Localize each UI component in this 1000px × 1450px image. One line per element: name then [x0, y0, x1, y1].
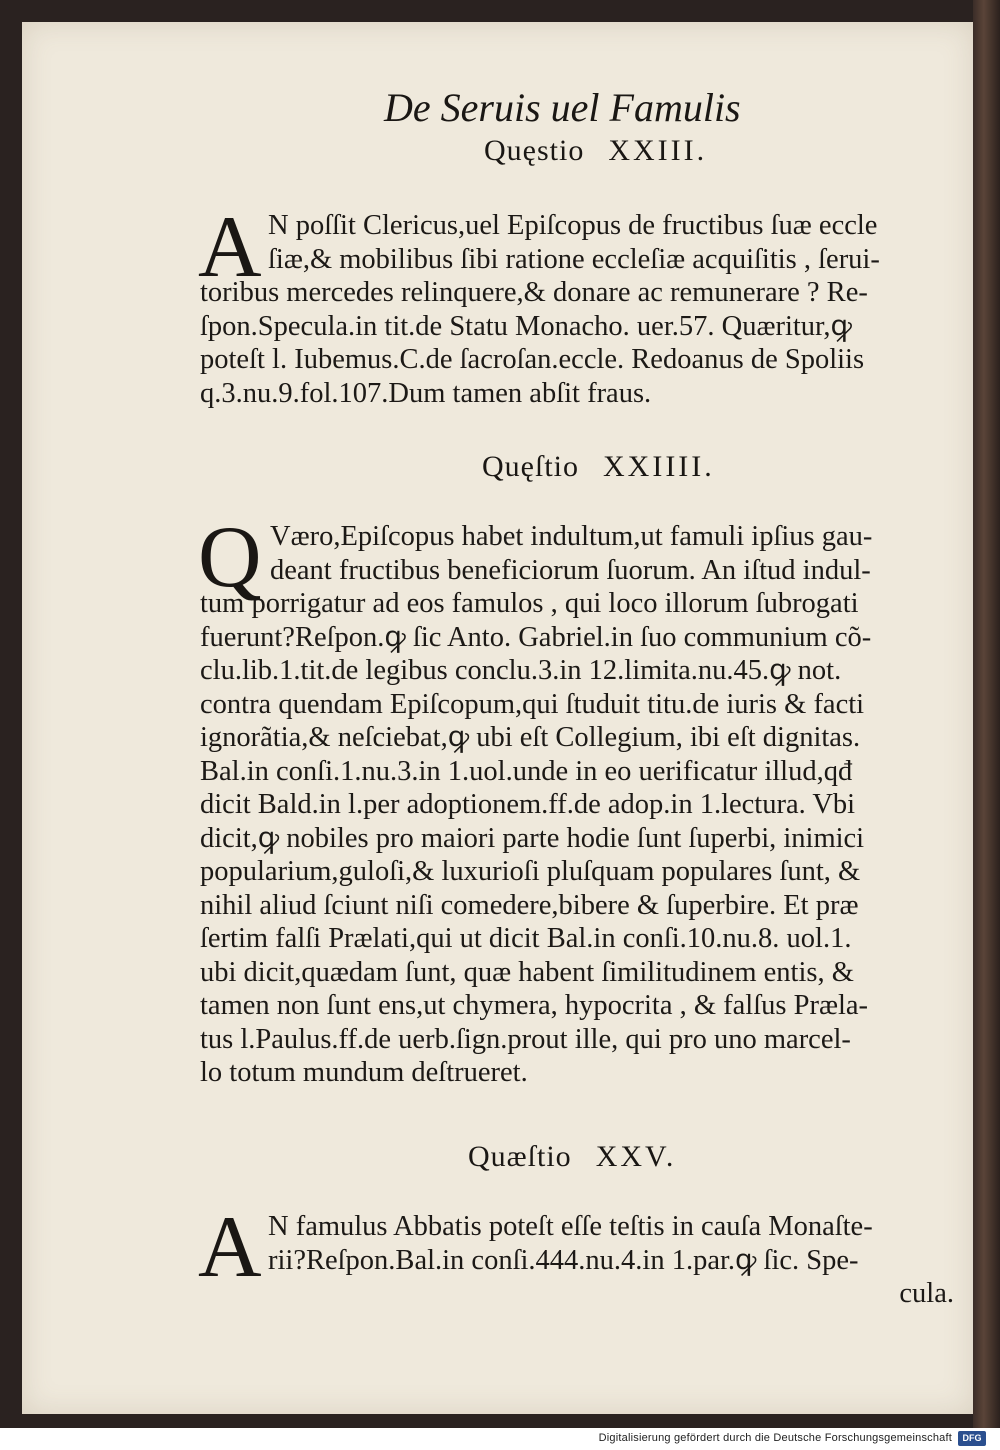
text-line: nihil aliud ſciunt niſi comedere,bibere & ſuperbire. Et præ — [200, 889, 859, 921]
text-line: ſertim falſi Prælati,qui ut dicit Bal.in conſi.10.nu.8. uol.1. — [200, 923, 852, 954]
text-line: tus l.Paulus.ff.de uerb.ſign.prout ille, qui pro uno marcel- — [200, 1023, 851, 1055]
question-number: XXIIII. — [603, 450, 715, 483]
dfg-logo: DFG — [958, 1431, 986, 1446]
text-line: ſpon.Specula.in tit.de Statu Monacho. uer.57. Quæritur,ꝙ — [200, 310, 852, 342]
text-line: lo totum mundum deſtrueret. — [200, 1057, 528, 1088]
question-heading-23 — [484, 134, 707, 168]
text-line: fuerunt?Reſpon.ꝙ ſic Anto. Gabriel.in ſuo communium cõ- — [200, 621, 872, 653]
text-line: poteſt l. Iubemus.C.de ſacroſan.eccle. Redoanus de Spoliis — [200, 344, 865, 375]
text-line: dicit,ꝙ nobiles pro maiori parte hodie ſunt ſuperbi, inimici — [200, 822, 865, 854]
question-25-text — [268, 1210, 954, 1311]
text-line: ignorãtia,& neſciebat,ꝙ ubi eſt Collegium, ibi eſt dignitas. — [200, 722, 861, 753]
question-23-text — [268, 209, 954, 276]
text-line: Væro,Epiſcopus habet indultum,ut famuli ipſius gau- — [270, 521, 873, 552]
text-line: ſiæ,& mobilibus ſibi ratione eccleſiæ acquiſitis , ſerui- — [268, 243, 880, 275]
question-number: XXV. — [595, 1140, 677, 1173]
running-head: De Seruis uel Famulis — [384, 85, 741, 130]
text-line-catchword: cula. — [899, 1278, 954, 1309]
funding-credit: Digitalisierung gefördert durch die Deutsche Forschungsgemeinschaft — [598, 1432, 952, 1444]
question-heading-25 — [468, 1140, 676, 1174]
question-number: XXIII. — [608, 134, 708, 167]
text-line: dicit Bald.in l.per adoptionem.ff.de adop.in 1.lectura. Vbi — [200, 789, 856, 820]
question-24-text-cont — [200, 587, 952, 1090]
text-line: deant fructibus beneficiorum ſuorum. An iſtud indul- — [270, 554, 871, 586]
drop-cap-initial: A — [198, 199, 262, 296]
text-line: ubi dicit,quædam ſunt, quæ habent ſimilitudinem entis, & — [200, 956, 854, 988]
question-23-text-cont — [200, 276, 952, 410]
drop-cap-initial: Q — [198, 509, 262, 606]
text-line: Bal.in conſi.1.nu.3.in 1.uol.unde in eo uerificatur illud,qđ — [200, 755, 853, 787]
text-line: N poſſit Clericus,uel Epiſcopus de fructibus ſuæ eccle — [268, 210, 878, 241]
text-line: tum porrigatur ad eos famulos , qui loco illorum ſubrogati — [200, 588, 859, 619]
text-line: toribus mercedes relinquere,& donare ac remunerare ? Re- — [200, 277, 868, 308]
question-heading-24 — [482, 450, 715, 484]
question-label: Quęstio — [484, 134, 585, 167]
question-label: Quæſtio — [468, 1140, 572, 1173]
drop-cap-initial: A — [198, 1199, 262, 1296]
text-line: rii?Reſpon.Bal.in conſi.444.nu.4.in 1.par.ꝙ ſic. Spe- — [268, 1244, 859, 1276]
book-edge — [973, 0, 1000, 1450]
question-24-text — [270, 520, 954, 587]
question-label: Quęſtio — [482, 450, 579, 483]
text-line: popularium,guloſi,& luxurioſi pluſquam populares ſunt, & — [200, 856, 861, 887]
text-line: tamen non ſunt ens,ut chymera, hypocrita , & falſus Præla- — [200, 990, 869, 1021]
text-line: clu.lib.1.tit.de legibus conclu.3.in 12.limita.nu.45.ꝙ not. — [200, 655, 842, 686]
text-line: contra quendam Epiſcopum,qui ſtuduit titu.de iuris & facti — [200, 688, 865, 720]
text-line: q.3.nu.9.fol.107.Dum tamen abſit fraus. — [200, 377, 652, 409]
text-line: N famulus Abbatis poteſt eſſe teſtis in cauſa Monaſte- — [268, 1211, 873, 1242]
